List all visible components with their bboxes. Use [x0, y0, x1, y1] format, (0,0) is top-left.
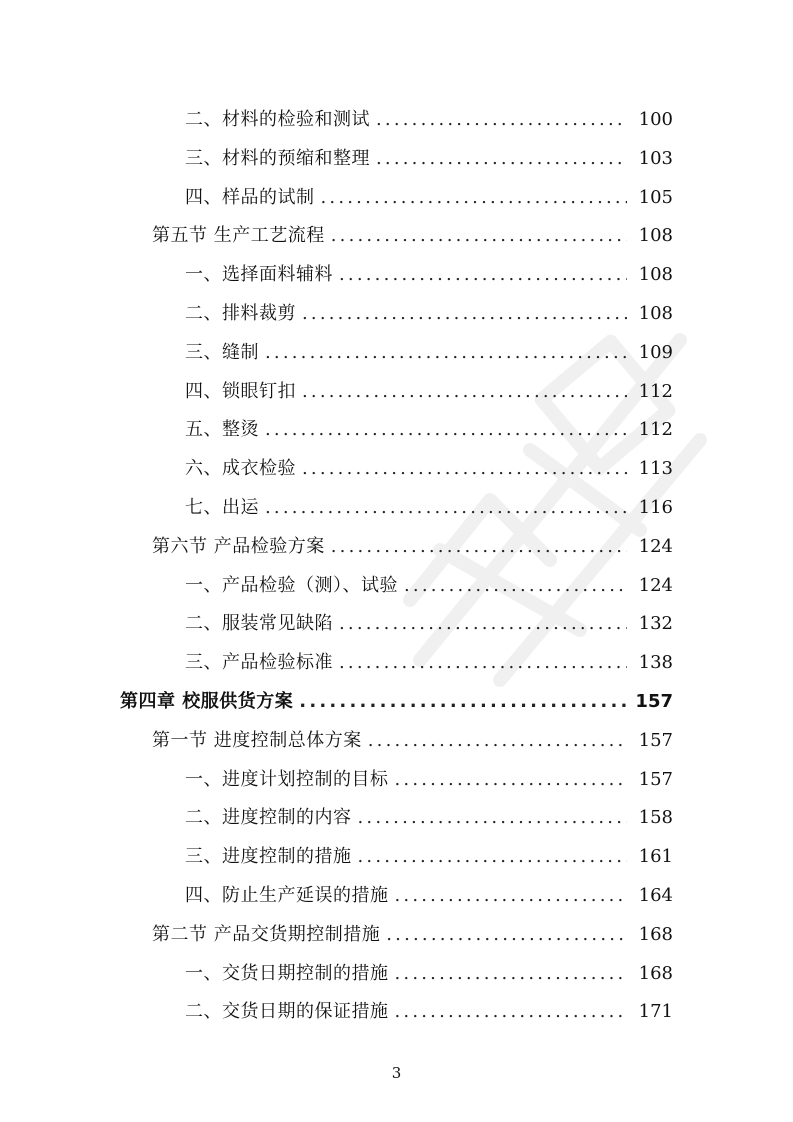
toc-entry-page: 157	[635, 690, 673, 712]
toc-entry[interactable]	[0, 838, 793, 877]
toc-entry-page: 100	[638, 109, 673, 130]
toc-entry-title: 四、样品的试制	[185, 186, 315, 208]
toc-entry-page: 103	[638, 147, 673, 169]
toc-entry-page: 168	[638, 962, 673, 984]
toc-entry-title: 第二节 产品交货期控制措施	[152, 923, 381, 945]
toc-entry-title: 六、成衣检验	[185, 458, 296, 480]
toc-dot-leader	[339, 605, 627, 644]
toc-dot-leader	[368, 722, 627, 761]
toc-entry-title: 四、防止生产延误的措施	[185, 884, 389, 906]
toc-entry-title: 第一节 进度控制总体方案	[152, 729, 362, 751]
toc-entry-page: 138	[638, 652, 673, 674]
toc-entry-page: 161	[638, 846, 673, 868]
toc-entry[interactable]	[0, 528, 793, 567]
toc-dot-leader	[331, 217, 627, 256]
toc-entry-page: 164	[638, 884, 673, 906]
toc-dot-leader	[302, 373, 627, 412]
toc-entry-page: 132	[638, 613, 673, 635]
toc-entry[interactable]	[0, 140, 793, 179]
page-number: 3	[391, 1064, 402, 1082]
toc-entry[interactable]	[0, 993, 793, 1032]
toc-entry-page: 124	[638, 535, 673, 557]
toc-dot-leader	[376, 101, 627, 140]
toc-dot-leader	[265, 411, 627, 450]
toc-entry[interactable]	[0, 256, 793, 295]
toc-entry-page: 105	[638, 186, 673, 208]
toc-entry-title: 一、选择面料辅料	[185, 264, 333, 286]
toc-entry[interactable]	[0, 644, 793, 683]
toc-dot-leader	[339, 256, 627, 295]
table-of-contents	[0, 101, 793, 1032]
toc-entry-title: 二、进度控制的内容	[185, 807, 352, 829]
toc-entry-page: 113	[638, 458, 673, 480]
toc-entry-page: 157	[638, 729, 673, 751]
toc-entry[interactable]	[0, 411, 793, 450]
toc-entry[interactable]	[0, 373, 793, 412]
toc-dot-leader	[331, 528, 627, 567]
toc-dot-leader	[265, 489, 627, 528]
toc-entry-title: 二、服装常见缺陷	[185, 613, 333, 635]
toc-entry-page: 124	[638, 574, 673, 596]
toc-dot-leader	[302, 295, 627, 334]
toc-entry-page: 108	[638, 264, 673, 286]
toc-entry[interactable]	[0, 605, 793, 644]
toc-entry-title: 三、产品检验标准	[185, 652, 333, 674]
toc-dot-leader	[404, 567, 627, 606]
toc-entry[interactable]	[0, 295, 793, 334]
toc-entry[interactable]	[0, 450, 793, 489]
toc-entry[interactable]	[0, 489, 793, 528]
toc-entry-page: 108	[638, 225, 673, 247]
toc-entry[interactable]	[0, 799, 793, 838]
toc-entry-title: 第六节 产品检验方案	[152, 535, 325, 557]
toc-dot-leader	[302, 450, 627, 489]
toc-entry[interactable]	[0, 955, 793, 994]
toc-dot-leader	[265, 334, 627, 373]
toc-entry[interactable]	[0, 567, 793, 606]
toc-entry[interactable]	[0, 217, 793, 256]
toc-entry-title: 三、材料的预缩和整理	[185, 147, 370, 169]
toc-entry-page: 116	[638, 496, 673, 518]
toc-entry-title: 第四章 校服供货方案	[120, 690, 294, 712]
toc-entry-title: 二、排料裁剪	[185, 302, 296, 324]
toc-dot-leader	[395, 993, 628, 1032]
toc-chapter-entry[interactable]	[0, 683, 793, 722]
toc-entry-page: 108	[638, 302, 673, 324]
toc-entry[interactable]	[0, 722, 793, 761]
toc-dot-leader	[358, 799, 628, 838]
toc-entry[interactable]	[0, 334, 793, 373]
toc-entry-title: 三、进度控制的措施	[185, 846, 352, 868]
toc-entry-title: 第五节 生产工艺流程	[152, 225, 325, 247]
toc-dot-leader	[358, 838, 628, 877]
toc-dot-leader	[376, 140, 627, 179]
toc-dot-leader	[299, 683, 627, 722]
toc-entry-title: 一、交货日期控制的措施	[185, 962, 389, 984]
toc-dot-leader	[339, 644, 627, 683]
toc-entry-page: 157	[638, 768, 673, 790]
toc-entry-title: 一、产品检验（测）、试验	[185, 574, 398, 596]
toc-entry-title: 七、出运	[185, 496, 259, 518]
toc-entry-page: 112	[638, 380, 673, 402]
toc-entry-title: 四、锁眼钉扣	[185, 380, 296, 402]
toc-entry-page: 109	[638, 341, 673, 363]
toc-entry-page: 171	[638, 1001, 673, 1023]
toc-entry[interactable]	[0, 761, 793, 800]
toc-entry[interactable]	[0, 916, 793, 955]
toc-dot-leader	[395, 955, 628, 994]
toc-dot-leader	[386, 916, 627, 955]
toc-entry-title: 五、整烫	[185, 419, 259, 441]
toc-entry[interactable]	[0, 877, 793, 916]
toc-entry-title: 二、材料的检验和测试	[185, 109, 370, 130]
toc-dot-leader	[321, 179, 628, 218]
toc-entry-page: 112	[638, 419, 673, 441]
toc-entry-page: 168	[638, 923, 673, 945]
toc-entry-title: 三、缝制	[185, 341, 259, 363]
toc-entry[interactable]	[0, 179, 793, 218]
toc-entry-title: 二、交货日期的保证措施	[185, 1001, 389, 1023]
toc-entry-page: 158	[638, 807, 673, 829]
toc-dot-leader	[395, 761, 628, 800]
toc-entry-title: 一、进度计划控制的目标	[185, 768, 389, 790]
toc-entry[interactable]	[0, 101, 793, 140]
toc-dot-leader	[395, 877, 628, 916]
